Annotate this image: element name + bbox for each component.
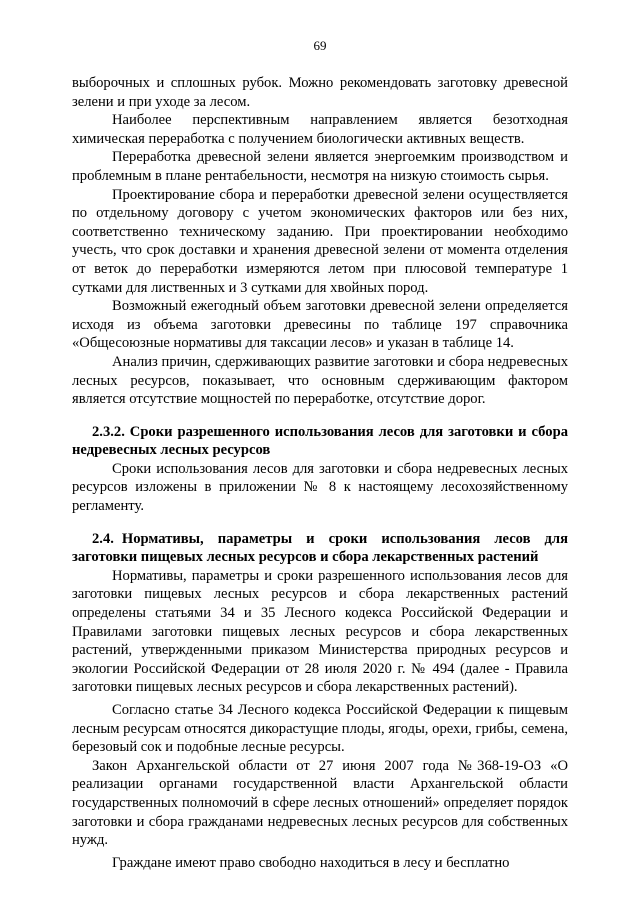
section-heading-2-3-2: 2.3.2. Сроки разрешенного использования лесов для заготовки и сбора недревесных лесных ресурсов	[72, 423, 568, 459]
paragraph-design-collection: Проектирование сбора и переработки древесной зелени осуществляется по отдельному договору с учетом экономических факторов или без них, соответственно техническому заданию. При проектировании необходимо учесть, что срок доставки и хранения древесной зелени от момента отделения от веток до переработки измеряются летом при плюсовой температуре 1 сутками для лиственных и 3 сутками для хвойных пород.	[72, 186, 568, 296]
section-title-2-4: Нормативы, параметры и сроки использования лесов для заготовки пищевых лесных ресурсов и сбора лекарственных растений	[72, 530, 568, 566]
paragraph-analysis-reasons: Анализ причин, сдерживающих развитие заготовки и сбора недревесных лесных ресурсов, показывает, что основным сдерживающим фактором является отсутствие мощностей по переработке, отсутствие дорог.	[72, 353, 568, 408]
paragraph-annual-volume: Возможный ежегодный объем заготовки древесной зелени определяется исходя из объема заготовки древесины по таблице 197 справочника «Общесоюзные нормативы для таксации лесов» и указан в таблице 14.	[72, 298, 568, 352]
paragraph-energy-intensive: Переработка древесной зелени является энергоемким производством и проблемным в плане рентабельности, несмотря на низкую стоимость сырья.	[72, 149, 568, 184]
paragraph-norms-parameters: Нормативы, параметры и сроки разрешенного использования лесов для заготовки пищевых лесных ресурсов и сбора лекарственных растений определены статьями 34 и 35 Лесного кодекса Российской Федерации и Правилами заготовки пищевых лесных ресурсов и сбора лекарственных растений, утвержденными приказом Министерства природных ресурсов и экологии Российской Федерации от 28 июля 2020 г. № 494 (далее - Правила заготовки пищевых лесных ресурсов и сбора лекарственных растений).	[72, 567, 568, 696]
section-number-2-4: 2.4.	[92, 530, 114, 547]
paragraph-arkhangelsk-law: Закон Архангельской области от 27 июня 2007 года №368-19-ОЗ «О реализации органами государственной власти Архангельской области государственных полномочий в сфере лесных отношений» определяет порядок заготовки и сбора гражданами недревесных лесных ресурсов для собственных нужд.	[72, 757, 568, 849]
paragraph-citizens-rights: Граждане имеют право свободно находиться в лесу и бесплатно	[112, 854, 510, 871]
paragraph-article-34: Согласно статье 34 Лесного кодекса Российской Федерации к пищевым лесным ресурсам относятся дикорастущие плоды, ягоды, орехи, грибы, семена, березовый сок и подобные лесные ресурсы.	[72, 702, 568, 756]
section-heading-2-4	[72, 530, 568, 567]
page-number: 69	[313, 38, 327, 53]
paragraph-continued: выборочных и сплошных рубок. Можно рекомендовать заготовку древесной зелени и при уходе за лесом.	[72, 75, 568, 110]
document-page	[72, 38, 568, 872]
paragraph-terms-of-use: Сроки использования лесов для заготовки и сбора недревесных лесных ресурсов изложены в приложении № 8 к настоящему лесохозяйственному регламенту.	[72, 460, 568, 515]
paragraph-waste-free-processing: Наиболее перспективным направлением является безотходная химическая переработка с получением биологически активных веществ.	[72, 112, 568, 147]
